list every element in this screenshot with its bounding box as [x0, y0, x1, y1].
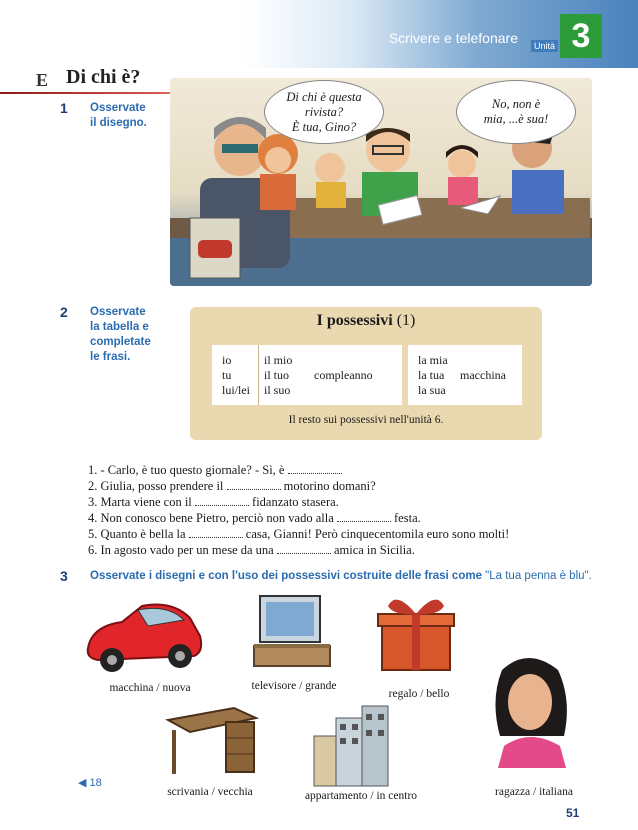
- exercise-1-number: 1: [60, 100, 68, 116]
- pronoun: lui/lei: [222, 383, 250, 397]
- answer-blank[interactable]: [195, 497, 249, 506]
- classroom-illustration: [170, 78, 592, 286]
- sentence-text: motorino domani?: [283, 479, 376, 493]
- exercise-3-number: 3: [60, 568, 68, 584]
- unit-number: 3: [560, 14, 602, 58]
- exercise-3-instruction-text: Osservate i disegni e con l'uso dei possessivi costruite delle frasi come: [90, 570, 486, 582]
- possessives-title: [190, 312, 542, 330]
- gift-box-icon: [372, 588, 460, 674]
- caption-desk: scrivania / vecchia: [167, 786, 253, 798]
- sentence-6: [88, 542, 415, 558]
- sentence-text: 2. Giulia, posso prendere il: [88, 479, 224, 493]
- bubble-line: Di chi è questa: [286, 89, 362, 104]
- section-letter: E: [36, 70, 49, 90]
- sentence-4: [88, 510, 421, 526]
- header-bar: [0, 0, 638, 68]
- possessives-title-bold: I possessivi: [316, 312, 393, 329]
- masc-possessive: il mio: [264, 353, 293, 367]
- exercise-3-example: "La tua penna è blu".: [485, 570, 592, 582]
- speech-bubble-question: [264, 80, 384, 144]
- answer-blank[interactable]: [277, 545, 331, 554]
- sentence-text: 1. - Carlo, è tuo questo giornale? - Sì, è: [88, 463, 285, 477]
- page-number: 51: [566, 806, 580, 820]
- television-icon: [250, 590, 334, 674]
- sentence-text: 6. In agosto vado per un mese da una: [88, 543, 274, 557]
- fem-possessive: la mia: [418, 353, 448, 367]
- column-divider: [258, 345, 259, 405]
- exercise-1-instruction-line: Osservate: [90, 102, 146, 114]
- exercise-2-instruction-line: Osservate: [90, 306, 146, 318]
- girl-portrait-icon: [480, 650, 580, 768]
- masc-possessive: il suo: [264, 383, 291, 397]
- sentence-text: casa, Gianni! Però cinquecentomila euro sono molti!: [245, 527, 510, 541]
- bubble-line: rivista?: [304, 104, 344, 119]
- speech-bubble-answer: [456, 80, 576, 144]
- caption-building: appartamento / in centro: [304, 790, 418, 802]
- possessives-title-suffix: (1): [392, 312, 416, 329]
- pronoun: tu: [222, 368, 232, 382]
- sentence-text: 5. Quanto è bella la: [88, 527, 186, 541]
- header-title: Scrivere e telefonare: [388, 30, 518, 46]
- unit-label: Unità: [531, 40, 558, 52]
- audio-track-number: 18: [89, 777, 102, 789]
- caption-gift: regalo / bello: [388, 688, 450, 700]
- bubble-line: È tua, Gino?: [291, 119, 357, 134]
- masc-noun: compleanno: [314, 368, 373, 382]
- caption-girl: ragazza / italiana: [495, 786, 573, 798]
- sentence-text: fidanzato stasera.: [252, 495, 339, 509]
- bubble-line: mia, ...è sua!: [483, 112, 549, 126]
- exercise-1-instruction-line: il disegno.: [90, 117, 147, 129]
- sentence-2: [88, 478, 376, 494]
- fem-possessive: la sua: [418, 383, 446, 397]
- sentence-3: [88, 494, 339, 510]
- masc-possessive: il tuo: [264, 368, 290, 382]
- sentence-text: 4. Non conosco bene Pietro, perciò non vado alla: [88, 511, 334, 525]
- section-title: Di chi è?: [66, 66, 141, 88]
- masculine-possessives: [264, 353, 292, 398]
- fem-possessive: la tua: [418, 368, 445, 382]
- possessives-feminine-table: [408, 345, 522, 405]
- exercise-2-instruction: [90, 305, 151, 365]
- possessives-note: Il resto sui possessivi nell'unità 6.: [288, 414, 444, 426]
- pronoun-column: [222, 353, 250, 398]
- exercise-2-instruction-line: la tabella e: [90, 321, 149, 333]
- exercise-2-number: 2: [60, 304, 68, 320]
- feminine-possessives: [418, 353, 448, 398]
- buildings-icon: [306, 702, 398, 788]
- exercise-1-instruction: [90, 101, 147, 131]
- sentence-1: [88, 462, 342, 478]
- caption-tv: televisore / grande: [251, 680, 337, 692]
- speaker-icon: ◀: [78, 777, 87, 789]
- desk-icon: [164, 700, 260, 780]
- sentence-text: festa.: [394, 511, 421, 525]
- bubble-line: No, non è: [491, 97, 541, 111]
- sentence-text: amica in Sicilia.: [333, 543, 415, 557]
- caption-car: macchina / nuova: [109, 682, 191, 694]
- answer-blank[interactable]: [337, 513, 391, 522]
- fem-noun: macchina: [460, 368, 506, 382]
- pronoun: io: [222, 353, 232, 367]
- possessives-masculine-table: [212, 345, 402, 405]
- sentence-5: [88, 526, 509, 542]
- answer-blank[interactable]: [288, 465, 342, 474]
- sentence-text: 3. Marta viene con il: [88, 495, 192, 509]
- exercise-3-instruction: [90, 570, 592, 582]
- red-car-icon: [82, 596, 206, 680]
- audio-track[interactable]: [78, 776, 102, 789]
- answer-blank[interactable]: [227, 481, 281, 490]
- exercise-2-instruction-line: completate: [90, 336, 151, 348]
- answer-blank[interactable]: [189, 529, 243, 538]
- exercise-2-instruction-line: le frasi.: [90, 351, 131, 363]
